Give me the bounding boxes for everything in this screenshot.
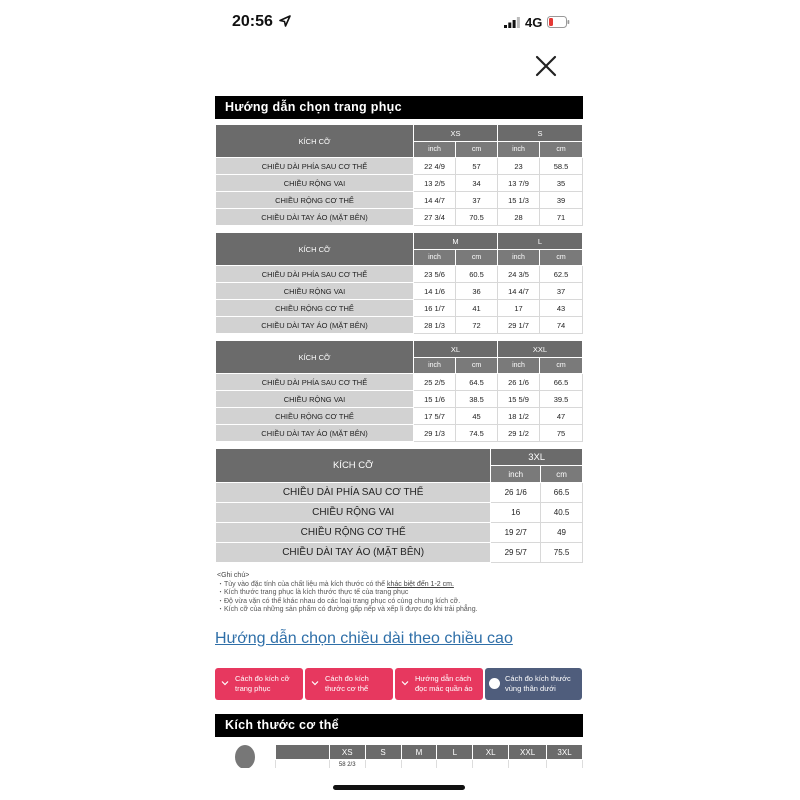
tab-label: vùng thân dưới <box>505 683 556 693</box>
cell-value <box>276 760 330 769</box>
row-label: CHIỀU RỘNG VAI <box>216 175 414 192</box>
cell-value: 34 <box>456 175 498 192</box>
cell-value: 66.5 <box>540 374 583 391</box>
chevron-down-icon <box>311 679 319 687</box>
cell-value: 14 1/6 <box>414 283 456 300</box>
body-size-s: S <box>365 745 401 760</box>
size-table-xs-s <box>215 124 583 226</box>
section-title-body-size: Kích thước cơ thể <box>215 714 583 737</box>
size-header-s: S <box>498 125 583 142</box>
size-header-label: KÍCH CỠ <box>216 233 414 266</box>
tab-label: Hướng dẫn cách <box>415 674 472 683</box>
unit-cm: cm <box>541 466 583 483</box>
cell-value: 14 4/7 <box>498 283 540 300</box>
cell-value: 23 5/6 <box>414 266 456 283</box>
cell-value: 75 <box>540 425 583 442</box>
body-figure-icon <box>235 745 255 768</box>
table-row <box>216 408 583 425</box>
cell-value: 38.5 <box>456 391 498 408</box>
tab-label: trang phục <box>235 683 271 693</box>
cell-value: 74.5 <box>456 425 498 442</box>
table-row <box>216 283 583 300</box>
unit-inch: inch <box>498 250 540 266</box>
cell-value: 66.5 <box>541 483 583 503</box>
cell-value: 15 1/3 <box>498 192 540 209</box>
unit-cm: cm <box>540 250 583 266</box>
chevron-circle-icon <box>489 678 500 689</box>
unit-inch: inch <box>414 358 456 374</box>
size-header-m: M <box>414 233 498 250</box>
tab-label: đọc mác quần áo <box>415 683 473 693</box>
body-size-xxl: XXL <box>509 745 547 760</box>
cell-value: 36 <box>456 283 498 300</box>
table-row <box>216 317 583 334</box>
cell-value: 15 5/9 <box>498 391 540 408</box>
row-label: CHIỀU RỘNG VAI <box>216 283 414 300</box>
table-row <box>216 523 583 543</box>
cell-value: 60.5 <box>456 266 498 283</box>
table-row <box>216 158 583 175</box>
size-header-label: KÍCH CỠ <box>216 125 414 158</box>
table-row <box>216 300 583 317</box>
height-length-guide-link[interactable]: Hướng dẫn chọn chiều dài theo chiều cao <box>215 630 513 647</box>
cell-value <box>509 760 547 769</box>
unit-inch: inch <box>498 142 540 158</box>
body-size-3xl: 3XL <box>547 745 583 760</box>
cell-value: 39.5 <box>540 391 583 408</box>
cell-value <box>473 760 509 769</box>
cell-value: 74 <box>540 317 583 334</box>
unit-cm: cm <box>456 250 498 266</box>
cell-value: 27 3/4 <box>414 209 456 226</box>
cell-value: 29 5/7 <box>491 543 541 563</box>
note-highlight: khác biệt đến 1-2 cm. <box>386 580 454 588</box>
table-row <box>216 175 583 192</box>
cell-value: 29 1/7 <box>498 317 540 334</box>
tab-label: thước cơ thể <box>325 683 369 693</box>
table-row <box>216 391 583 408</box>
cell-value: 25 2/5 <box>414 374 456 391</box>
cell-value: 17 5/7 <box>414 408 456 425</box>
table-row <box>276 760 583 769</box>
size-table-xl-xxl <box>215 340 583 442</box>
table-row <box>216 483 583 503</box>
cell-value: 24 3/5 <box>498 266 540 283</box>
cell-value: 28 1/3 <box>414 317 456 334</box>
section-title-size-guide: Hướng dẫn chọn trang phục <box>215 96 583 119</box>
cell-value: 26 1/6 <box>491 483 541 503</box>
size-table-m-l <box>215 232 583 334</box>
table-row <box>216 425 583 442</box>
cell-value <box>437 760 473 769</box>
table-row <box>216 374 583 391</box>
cell-value: 37 <box>540 283 583 300</box>
size-header-l: L <box>498 233 583 250</box>
note-line: ・Kích cỡ của những sản phẩm có đường gấp nếp và xếp li được đo khi trải phẳng. <box>217 606 478 614</box>
cell-value: 43 <box>540 300 583 317</box>
table-row <box>216 192 583 209</box>
cell-value: 16 <box>491 503 541 523</box>
row-label: CHIỀU DÀI PHÍA SAU CƠ THỂ <box>216 483 491 503</box>
cell-value: 45 <box>456 408 498 425</box>
chevron-down-icon <box>401 679 409 687</box>
chevron-down-icon <box>221 679 229 687</box>
size-header-label: KÍCH CỠ <box>216 449 491 483</box>
unit-inch: inch <box>414 142 456 158</box>
row-label: CHIỀU DÀI TAY ÁO (MẶT BÊN) <box>216 543 491 563</box>
table-row <box>216 503 583 523</box>
cell-value: 58.5 <box>540 158 583 175</box>
row-label: CHIỀU DÀI PHÍA SAU CƠ THỂ <box>216 374 414 391</box>
cell-value: 58 2/3 <box>329 760 365 769</box>
table-row <box>216 209 583 226</box>
body-size-xs: XS <box>329 745 365 760</box>
signal-icon <box>504 17 520 28</box>
cell-value: 35 <box>540 175 583 192</box>
location-arrow-icon <box>278 14 292 28</box>
cell-value: 47 <box>540 408 583 425</box>
row-label: CHIỀU RỘNG CƠ THỂ <box>216 408 414 425</box>
tab-label: Cách đo kích cỡ <box>235 674 290 683</box>
cell-value: 16 1/7 <box>414 300 456 317</box>
cell-value: 29 1/2 <box>498 425 540 442</box>
cell-value: 29 1/3 <box>414 425 456 442</box>
battery-low-icon <box>547 16 570 28</box>
table-row <box>216 266 583 283</box>
cell-value: 13 2/5 <box>414 175 456 192</box>
unit-cm: cm <box>540 358 583 374</box>
size-header-xl: XL <box>414 341 498 358</box>
note-line: ・Kích thước trang phục là kích thước thực tế của trang phục <box>217 589 409 597</box>
size-notes <box>217 572 581 615</box>
size-header-label: KÍCH CỠ <box>216 341 414 374</box>
cell-value: 28 <box>498 209 540 226</box>
cell-value: 40.5 <box>541 503 583 523</box>
body-size-xl: XL <box>473 745 509 760</box>
body-size-table <box>275 744 583 768</box>
cell-value: 23 <box>498 158 540 175</box>
row-label: CHIỀU DÀI TAY ÁO (MẶT BÊN) <box>216 209 414 226</box>
cell-value: 70.5 <box>456 209 498 226</box>
cell-value <box>401 760 437 769</box>
body-size-m: M <box>401 745 437 760</box>
cell-value: 22 4/9 <box>414 158 456 175</box>
unit-inch: inch <box>491 466 541 483</box>
tab-measure-body[interactable] <box>305 668 393 700</box>
size-header-xs: XS <box>414 125 498 142</box>
size-header-xxl: XXL <box>498 341 583 358</box>
tab-label: Cách đo kích <box>325 674 369 683</box>
cell-value: 62.5 <box>540 266 583 283</box>
cell-value: 18 1/2 <box>498 408 540 425</box>
cell-value: 37 <box>456 192 498 209</box>
cell-value: 13 7/9 <box>498 175 540 192</box>
cell-value: 17 <box>498 300 540 317</box>
cell-value: 57 <box>456 158 498 175</box>
size-guide-panel <box>215 88 583 768</box>
cell-value <box>547 760 583 769</box>
tab-measure-garment[interactable] <box>215 668 303 700</box>
row-label: CHIỀU RỘNG CƠ THỂ <box>216 523 491 543</box>
row-label: CHIỀU DÀI TAY ÁO (MẶT BÊN) <box>216 425 414 442</box>
cell-value: 26 1/6 <box>498 374 540 391</box>
row-label: CHIỀU DÀI PHÍA SAU CƠ THỂ <box>216 266 414 283</box>
cell-value: 41 <box>456 300 498 317</box>
unit-inch: inch <box>498 358 540 374</box>
unit-cm: cm <box>456 142 498 158</box>
table-row <box>216 543 583 563</box>
cell-value: 72 <box>456 317 498 334</box>
cell-value: 39 <box>540 192 583 209</box>
cell-value: 14 4/7 <box>414 192 456 209</box>
row-label: CHIỀU RỘNG VAI <box>216 503 491 523</box>
close-icon[interactable] <box>533 53 559 79</box>
note-text: ・Tùy vào đặc tính của chất liệu mà kích thước có thể <box>217 580 387 588</box>
size-header-3xl: 3XL <box>491 449 583 466</box>
note-line <box>217 581 581 590</box>
size-table-3xl <box>215 448 583 563</box>
cell-value: 15 1/6 <box>414 391 456 408</box>
cell-value <box>365 760 401 769</box>
home-indicator[interactable] <box>333 785 465 790</box>
unit-cm: cm <box>540 142 583 158</box>
tab-measure-lower-body[interactable] <box>485 668 582 700</box>
note-line: ・Độ vừa vặn có thể khác nhau do các loại trang phục có cùng chung kích cỡ. <box>217 597 461 605</box>
cell-value: 75.5 <box>541 543 583 563</box>
row-label: CHIỀU DÀI TAY ÁO (MẶT BÊN) <box>216 317 414 334</box>
body-size-l: L <box>437 745 473 760</box>
row-label: CHIỀU DÀI PHÍA SAU CƠ THỂ <box>216 158 414 175</box>
status-time: 20:56 <box>232 13 273 30</box>
network-type: 4G <box>525 15 543 30</box>
cell-value: 19 2/7 <box>491 523 541 543</box>
tab-label: Cách đo kích thước <box>505 674 571 683</box>
cell-value: 49 <box>541 523 583 543</box>
row-label: CHIỀU RỘNG CƠ THỂ <box>216 300 414 317</box>
row-label: CHIỀU RỘNG CƠ THỂ <box>216 192 414 209</box>
cell-value: 64.5 <box>456 374 498 391</box>
tab-read-label[interactable] <box>395 668 483 700</box>
unit-inch: inch <box>414 250 456 266</box>
body-header-blank <box>276 745 330 760</box>
notes-heading: <Ghi chú> <box>217 572 250 579</box>
unit-cm: cm <box>456 358 498 374</box>
table-row <box>276 745 583 760</box>
row-label: CHIỀU RỘNG VAI <box>216 391 414 408</box>
cell-value: 71 <box>540 209 583 226</box>
